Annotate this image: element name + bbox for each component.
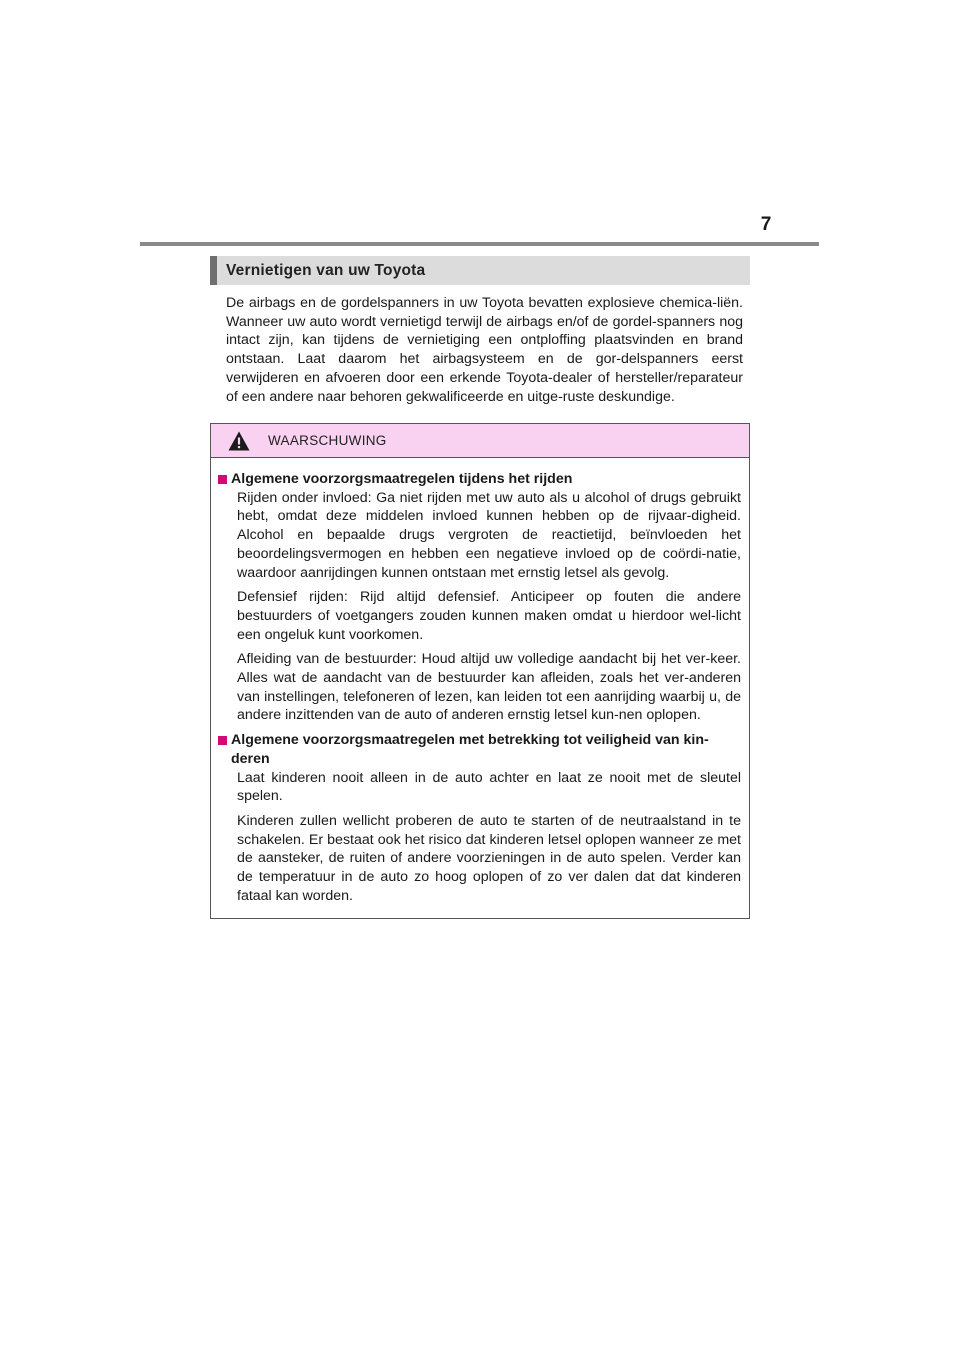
item-heading	[218, 731, 741, 768]
square-bullet-icon	[218, 475, 227, 484]
paragraph: Kinderen zullen wellicht proberen de auto te starten of de neutraalstand in te schakelen. Er bestaat ook het risico dat kinderen letsel oplopen wanneer ze met de aansteker, de ruiten of andere voorzieningen in de auto spelen. Verder kan de temperatuur in de auto zo hoog oplopen of zo ver dalen dat dat kinderen fataal kan worden.	[237, 812, 741, 904]
paragraph: Defensief rijden: Rijd altijd defensief. Anticipeer op fouten die andere bestuurders of voetgangers zouden kunnen maken omdat u hierdoor wel-licht een ongeluk kunt voorkomen.	[237, 589, 741, 643]
paragraph: Laat kinderen nooit alleen in de auto achter en laat ze nooit met de sleutel spelen.	[237, 769, 741, 805]
warning-header	[211, 424, 749, 458]
section-title: Vernietigen van uw Toyota	[226, 261, 426, 279]
warning-item-driving	[218, 470, 741, 725]
item-title: Algemene voorzorgsmaatregelen tijdens het rijden	[231, 471, 573, 487]
intro-paragraph: De airbags en de gordelspanners in uw Toyota bevatten explosieve chemica-liën. Wanneer uw auto wordt vernietigd terwijl de airbags en/of de gordel-spanners nog intact zijn, kan tijdens de vernietiging een ontploffing plaatsvinden en brand ontstaan. Laat daarom het airbagsysteem en de gor-delspanners eerst verwijderen en afvoeren door een erkende Toyota-dealer of hersteller/reparateur of een andere naar behoren gekwalificeerde en uitge-ruste deskundige.	[226, 295, 743, 405]
square-bullet-icon	[218, 736, 227, 745]
item-title: Algemene voorzorgsmaatregelen met betrekking tot veiligheid van kin-deren	[231, 732, 709, 767]
header-rule	[140, 242, 819, 246]
paragraph: Afleiding van de bestuurder: Houd altijd uw volledige aandacht bij het ver-keer. Alles wat de aandacht van de bestuurder kan afleiden, zoals het ver-anderen van instellingen, telefoneren of lezen, kan leiden tot een aanrijding waarbij u, de andere inzittenden van de auto of anderen ernstig letsel kun-nen oplopen.	[237, 651, 741, 724]
warning-box	[210, 423, 750, 919]
warning-body	[211, 458, 749, 905]
warning-triangle-icon	[228, 431, 250, 451]
warning-label: WAARSCHUWING	[268, 433, 387, 448]
item-heading	[218, 470, 741, 489]
page-number: 7	[760, 214, 772, 235]
section-header	[210, 256, 750, 285]
warning-item-children	[218, 731, 741, 905]
paragraph: Rijden onder invloed: Ga niet rijden met uw auto als u alcohol of drugs gebruikt hebt, omdat deze middelen invloed kunnen hebben op de rijvaar-digheid. Alcohol en bepaalde drugs vergroten de reactietijd, beïnvloeden het beoordelingsvermogen en hebben een negatieve invloed op de coördi-natie, waardoor aanrijdingen kunnen ontstaan met ernstig letsel als gevolg.	[237, 489, 741, 581]
